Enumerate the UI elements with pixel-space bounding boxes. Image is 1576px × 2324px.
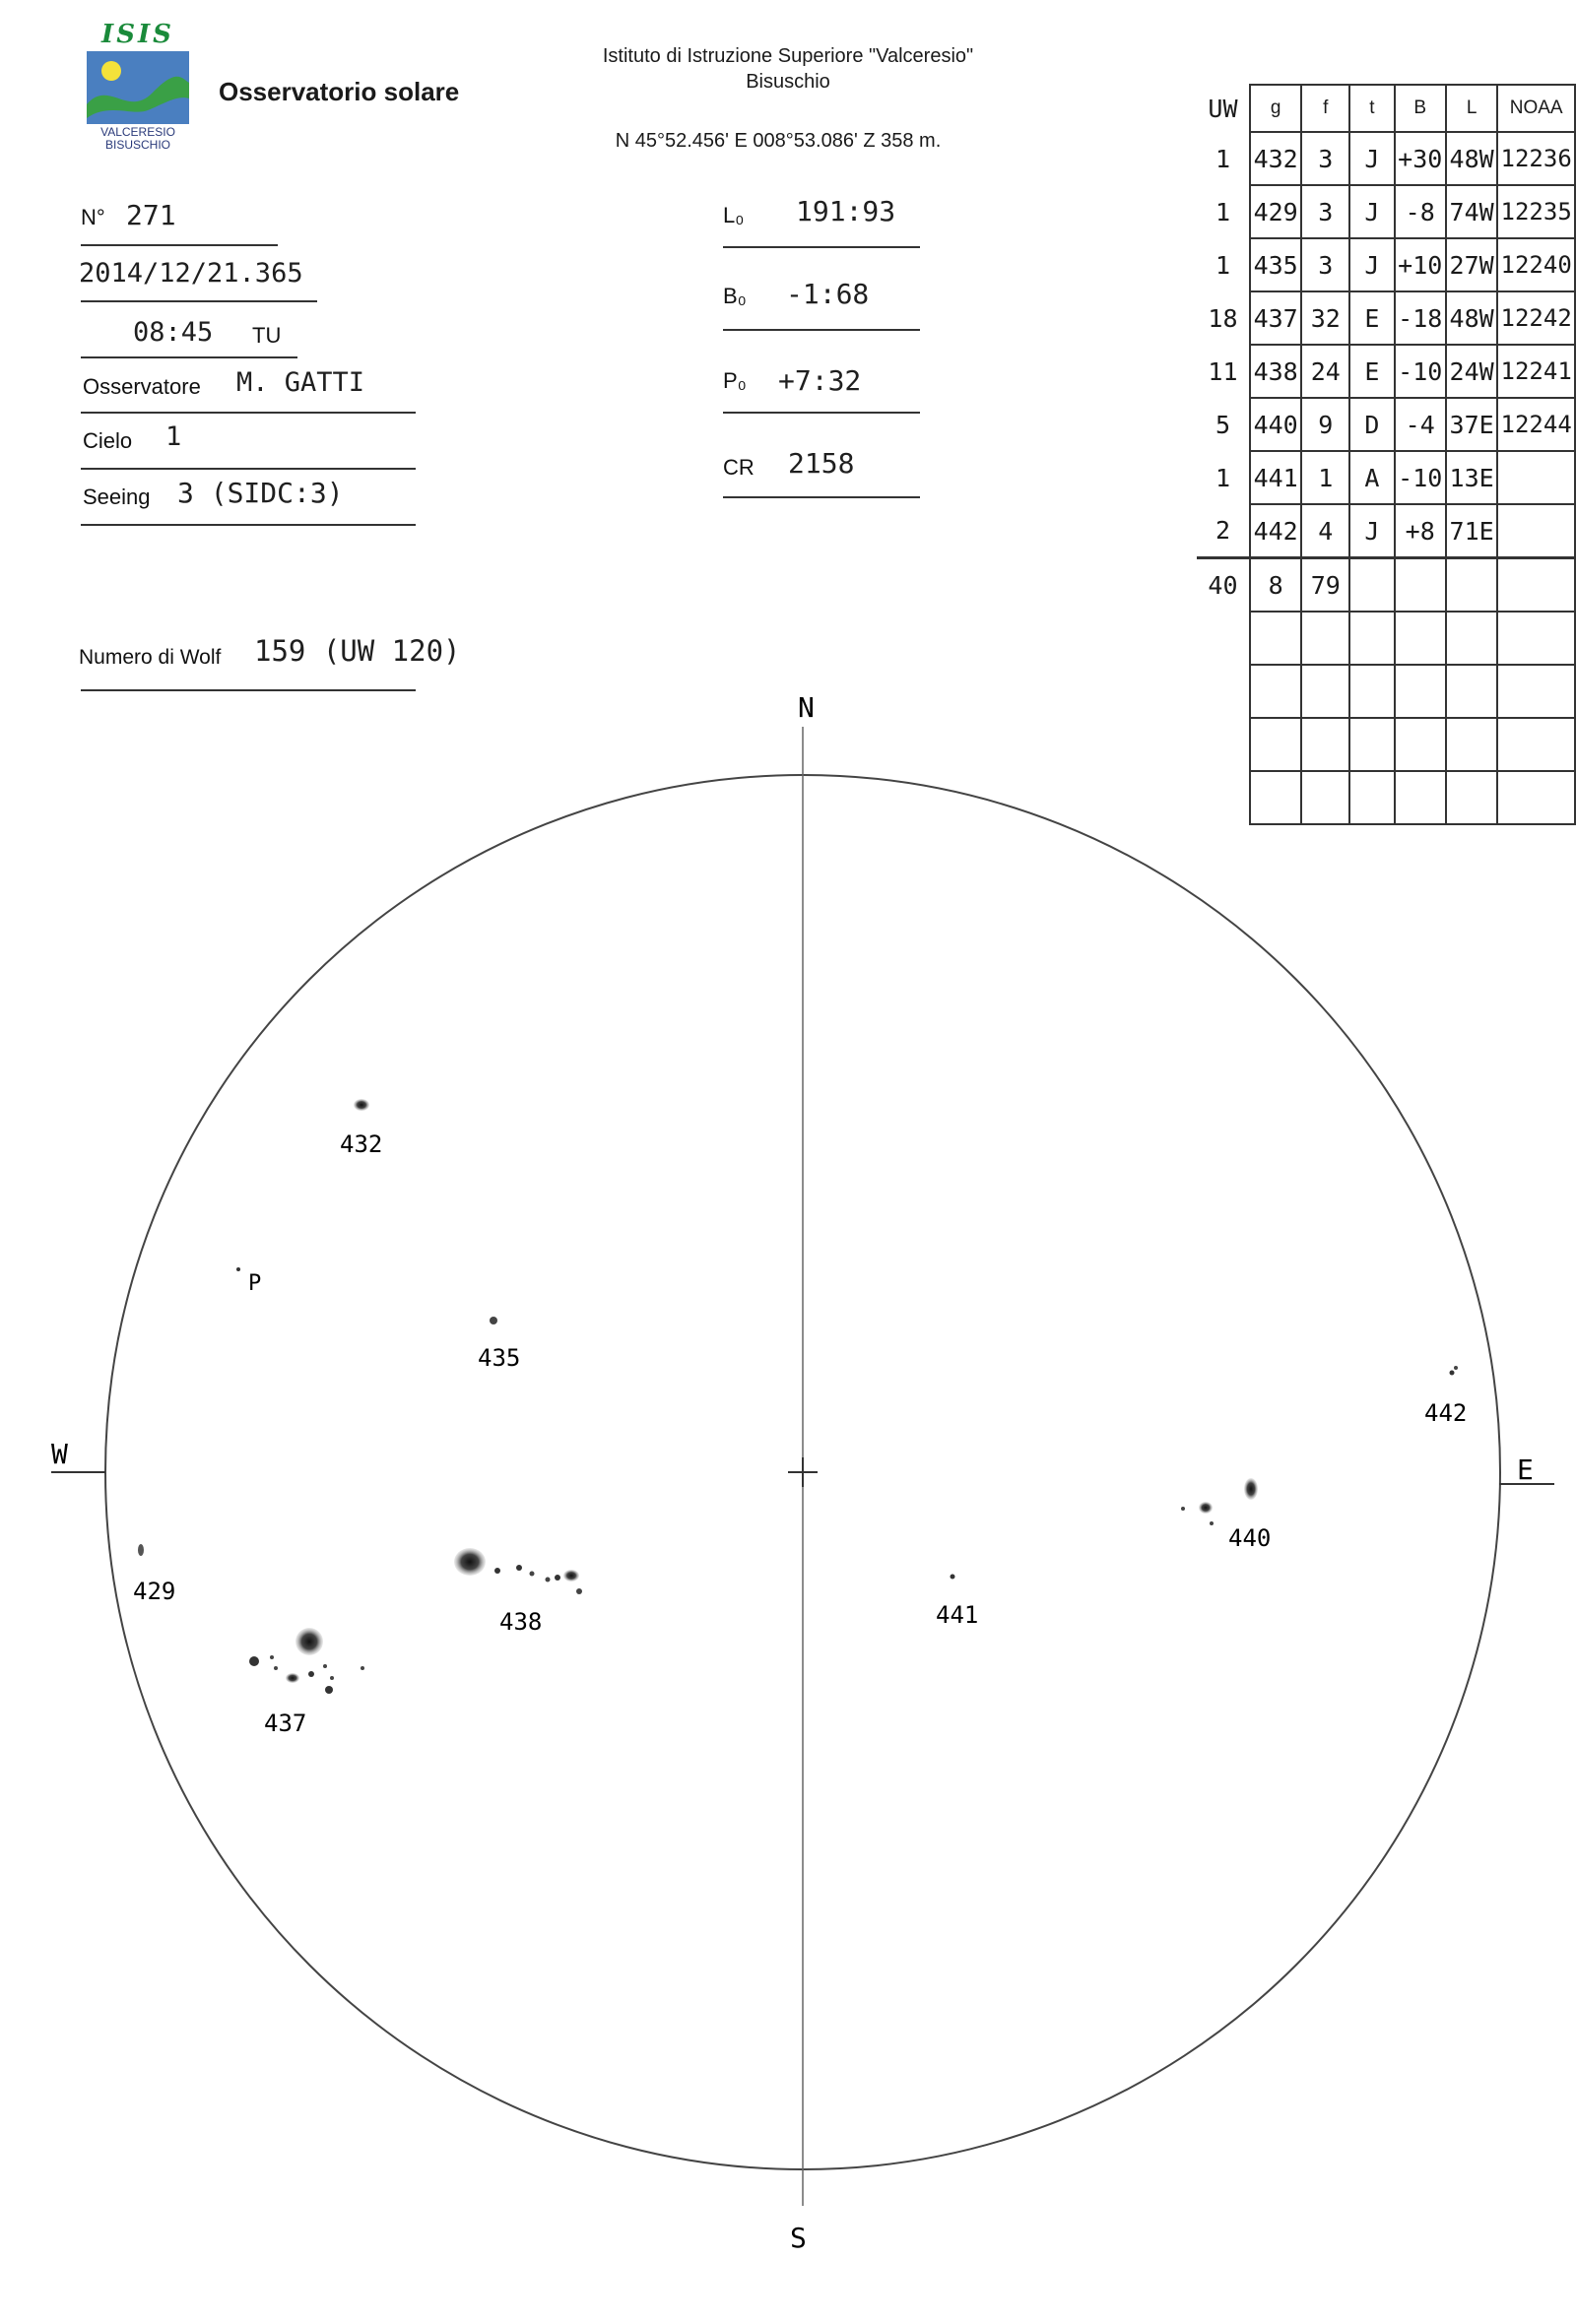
cell-t: E xyxy=(1349,291,1394,345)
west-label: W xyxy=(51,1438,68,1470)
pole-mark: P xyxy=(248,1271,262,1296)
cell-t: A xyxy=(1349,451,1394,504)
north-label: N xyxy=(798,691,815,724)
cell-g: 435 xyxy=(1250,238,1301,291)
cell-g: 442 xyxy=(1250,504,1301,558)
cell-noaa: 12242 xyxy=(1497,291,1575,345)
cell-uw: 1 xyxy=(1197,185,1250,238)
number-value: 271 xyxy=(126,199,176,231)
cell-g: 438 xyxy=(1250,345,1301,398)
cell-f: 3 xyxy=(1301,132,1349,185)
cell-l: 71E xyxy=(1446,504,1497,558)
institute-name: Istituto di Istruzione Superiore "Valceresio" xyxy=(602,45,974,67)
cell-f: 1 xyxy=(1301,451,1349,504)
cell-f: 4 xyxy=(1301,504,1349,558)
sky-label: Cielo xyxy=(83,428,133,453)
cell-l: 27W xyxy=(1446,238,1497,291)
cell-f: 79 xyxy=(1301,558,1349,613)
cell-t: D xyxy=(1349,398,1394,451)
cell-t: J xyxy=(1349,185,1394,238)
cell-t: E xyxy=(1349,345,1394,398)
cell-uw: 2 xyxy=(1197,504,1250,558)
sunspot-group-438 xyxy=(454,1548,582,1594)
cell-noaa: NOAA xyxy=(1497,85,1575,132)
sunspot-group-437 xyxy=(249,1628,364,1694)
cell-b: B xyxy=(1395,85,1446,132)
p0-value: +7:32 xyxy=(778,364,862,397)
cell-l: 24W xyxy=(1446,345,1497,398)
sunspot-group-429 xyxy=(138,1544,144,1556)
cell-b: -18 xyxy=(1395,291,1446,345)
sunspot-group-442 xyxy=(1450,1366,1459,1376)
group-label-441: 441 xyxy=(936,1601,979,1629)
cell-noaa: 12235 xyxy=(1497,185,1575,238)
cell-uw: 1 xyxy=(1197,451,1250,504)
cell-g: 429 xyxy=(1250,185,1301,238)
cell-f: 9 xyxy=(1301,398,1349,451)
observation-date: 2014/12/21.365 xyxy=(79,258,303,289)
group-label-429: 429 xyxy=(133,1578,176,1605)
seeing-value: 3 (SIDC:3) xyxy=(177,477,344,509)
cell-b: -10 xyxy=(1395,451,1446,504)
group-label-442: 442 xyxy=(1424,1399,1468,1427)
cell-g: 437 xyxy=(1250,291,1301,345)
cell-noaa: 12244 xyxy=(1497,398,1575,451)
pole-dot xyxy=(236,1267,240,1271)
sunspot-group-440 xyxy=(1181,1478,1258,1525)
group-label-435: 435 xyxy=(478,1344,521,1372)
cell-t: J xyxy=(1349,132,1394,185)
cell-l: 48W xyxy=(1446,291,1497,345)
observation-time: 08:45 xyxy=(133,317,214,348)
cell-f: f xyxy=(1301,85,1349,132)
cell-l: 74W xyxy=(1446,185,1497,238)
cell-b: +8 xyxy=(1395,504,1446,558)
cell-b: -10 xyxy=(1395,345,1446,398)
cr-value: 2158 xyxy=(788,447,855,480)
institute-town: Bisuschio xyxy=(746,71,830,93)
p0-label: P₀ xyxy=(723,368,747,393)
l0-label: L₀ xyxy=(723,203,745,227)
cell-uw: 18 xyxy=(1197,291,1250,345)
seeing-label: Seeing xyxy=(83,484,151,509)
cell-t: J xyxy=(1349,504,1394,558)
cell-uw: 5 xyxy=(1197,398,1250,451)
sunspot-group-435 xyxy=(490,1317,497,1324)
cell-l: 48W xyxy=(1446,132,1497,185)
number-label: N° xyxy=(81,205,105,229)
cr-label: CR xyxy=(723,455,755,480)
cell-f: 32 xyxy=(1301,291,1349,345)
logo-sub1: VALCERESIO xyxy=(100,125,175,139)
cell-b: -8 xyxy=(1395,185,1446,238)
cell-g: 8 xyxy=(1250,558,1301,613)
cell-uw: 1 xyxy=(1197,238,1250,291)
cell-t: t xyxy=(1349,85,1394,132)
logo-sub2: BISUSCHIO xyxy=(104,138,170,152)
cell-noaa: 12241 xyxy=(1497,345,1575,398)
observer-label: Osservatore xyxy=(83,374,201,399)
cell-f: 3 xyxy=(1301,185,1349,238)
cell-uw: 1 xyxy=(1197,132,1250,185)
cell-t: J xyxy=(1349,238,1394,291)
cell-uw: 11 xyxy=(1197,345,1250,398)
cell-noaa: 12240 xyxy=(1497,238,1575,291)
sunspot-group-432 xyxy=(354,1099,369,1111)
cell-g: g xyxy=(1250,85,1301,132)
l0-value: 191:93 xyxy=(796,195,896,227)
cell-g: 441 xyxy=(1250,451,1301,504)
south-label: S xyxy=(790,2222,807,2254)
observer-value: M. GATTI xyxy=(236,367,365,398)
group-label-437: 437 xyxy=(264,1710,307,1737)
b0-value: -1:68 xyxy=(786,278,870,310)
wolf-value: 159 (UW 120) xyxy=(254,634,461,668)
logo-text: ISIS xyxy=(101,20,174,49)
cell-f: 24 xyxy=(1301,345,1349,398)
observatory-coordinates: N 45°52.456' E 008°53.086' Z 358 m. xyxy=(615,130,942,152)
group-label-432: 432 xyxy=(340,1130,383,1158)
cell-f: 3 xyxy=(1301,238,1349,291)
group-label-438: 438 xyxy=(499,1608,543,1636)
sunspot-group-441 xyxy=(951,1575,955,1580)
time-unit: TU xyxy=(252,323,282,348)
cell-noaa: 12236 xyxy=(1497,132,1575,185)
cell-l: L xyxy=(1446,85,1497,132)
cell-l: 13E xyxy=(1446,451,1497,504)
cell-l: 37E xyxy=(1446,398,1497,451)
cell-b: -4 xyxy=(1395,398,1446,451)
cell-uw: UW xyxy=(1197,85,1250,132)
cell-b: +10 xyxy=(1395,238,1446,291)
wolf-label: Numero di Wolf xyxy=(79,646,222,669)
group-label-440: 440 xyxy=(1228,1524,1272,1552)
page-title: Osservatorio solare xyxy=(219,77,460,106)
b0-label: B₀ xyxy=(723,284,747,308)
sky-value: 1 xyxy=(165,421,182,452)
cell-g: 432 xyxy=(1250,132,1301,185)
east-label: E xyxy=(1517,1453,1534,1486)
cell-g: 440 xyxy=(1250,398,1301,451)
cell-uw: 40 xyxy=(1197,558,1250,613)
cell-b: +30 xyxy=(1395,132,1446,185)
